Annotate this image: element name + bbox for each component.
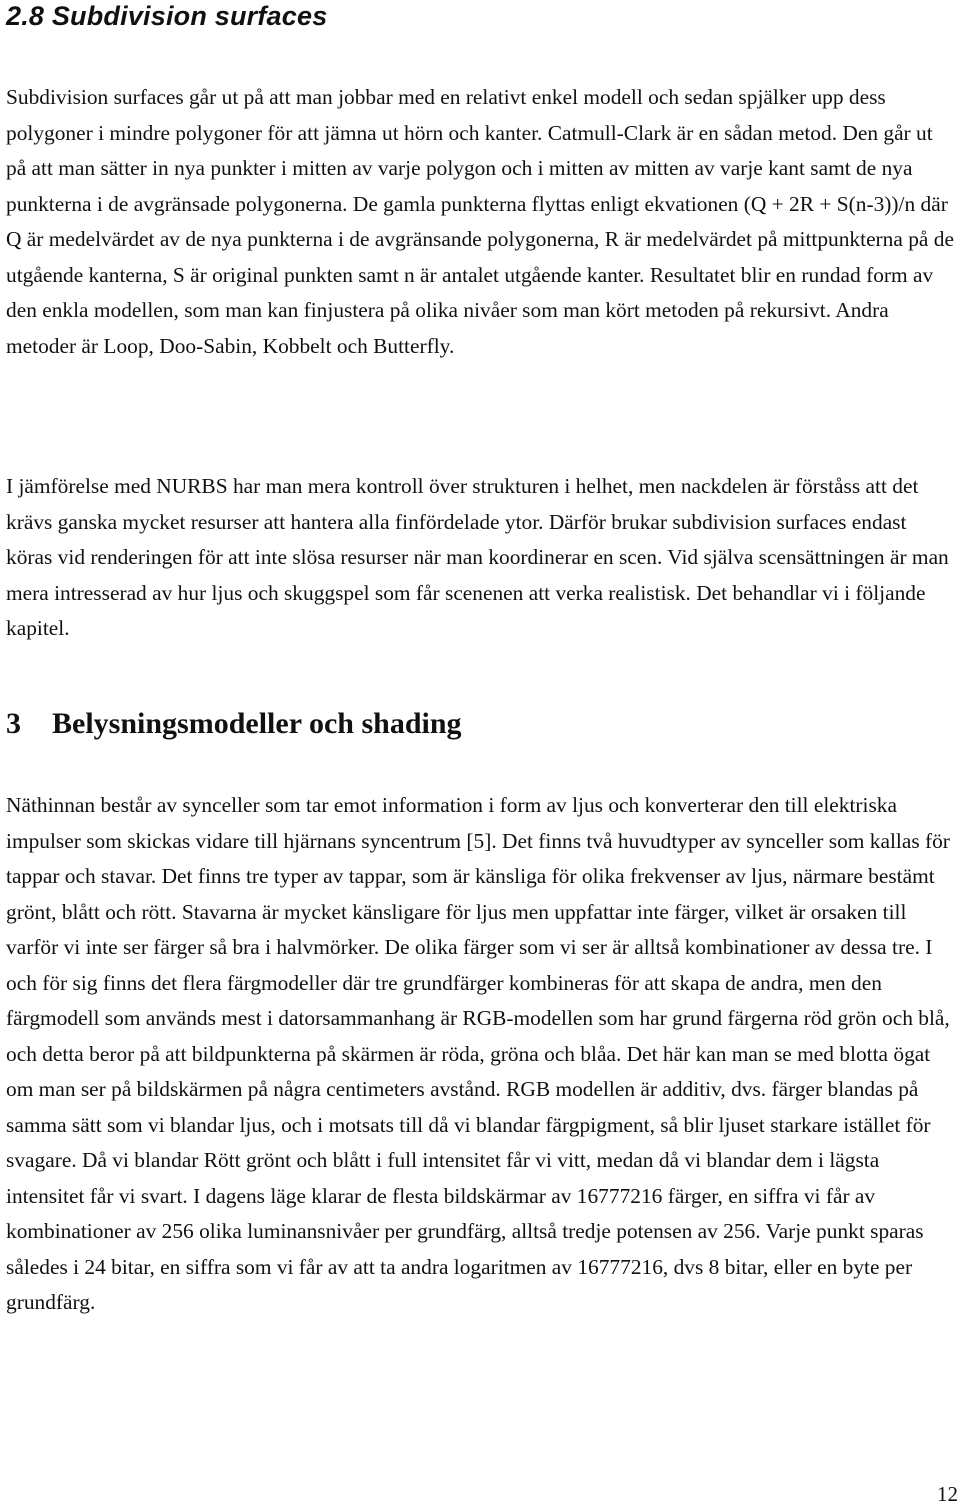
chapter-number: 3 — [6, 707, 21, 740]
section-heading: 2.8 Subdivision surfaces — [6, 1, 328, 31]
page-number: 12 — [937, 1482, 958, 1506]
paragraph-lighting-intro: Näthinnan består av synceller som tar emot information i form av ljus och konverterar den till elektriska impulser som skickas vidare till hjärnans syncentrum [5]. Det finns två huvudtyper av synceller som kallas för tappar och stavar. Det finns tre typer av tappar, som är känsliga för olika frekvenser av ljus, närmare bestämt grönt, blått och rött. Stavarna är mycket känsligare för ljus men uppfattar inte färger, vilket är orsaken till varför vi inte ser färger så bra i halvmörker. De olika färger som vi ser är alltså kombinationer av dessa tre. I och för sig finns det flera färgmodeller där tre grundfärger kombineras för att skapa de andra, men den färgmodell som används mest i datorsammanhang är RGB-modellen som har grund färgerna röd grön och blå, och detta beror på att bildpunkterna på skärmen är röda, gröna och blåa. Det här kan man se med blotta ögat om man ser på bildskärmen på några centimeters avstånd. RGB modellen är additiv, dvs. färger blandas på samma sätt som vi blandar ljus, och i motsats till då vi blandar färgpigment, så blir ljuset starkare istället för svagare. Då vi blandar Rött grönt och blått i full intensitet får vi vitt, medan då vi blandar dem i lägsta intensitet får vi svart. I dagens läge klarar de flesta bildskärmar av 16777216 färger, en siffra vi får av kombinationer av 256 olika luminansnivåer per grundfärg, alltså tredje potensen av 256. Varje punkt sparas således i 24 bitar, en siffra som vi får av att ta andra logaritmen av 16777216, dvs 8 bitar, eller en byte per grundfärg. — [6, 793, 950, 1314]
paragraph-subdivision-intro: Subdivision surfaces går ut på att man jobbar med en relativt enkel modell och sedan spjälker upp dess polygoner i mindre polygoner för att jämna ut hörn och kanter. Catmull-Clark är en sådan metod. Den går ut på att man sätter in nya punkter i mitten av varje polygon och i mitten av mitten av varje kant samt de nya punkterna i de avgränsade polygonerna. De gamla punkterna flyttas enligt ekvationen (Q + 2R + S(n-3))/n där Q är medelvärdet av de nya punkterna i de avgränsande polygonerna, R är medelvärdet på mittpunkterna på de utgående kanterna, S är original punkten samt n är antalet utgående kanter. Resultatet blir en rundad form av den enkla modellen, som man kan finjustera på olika nivåer som man kört metoden på rekursivt. Andra metoder är Loop, Doo-Sabin, Kobbelt och Butterfly. — [6, 85, 954, 358]
chapter-heading — [6, 704, 462, 744]
chapter-title: Belysningsmodeller och shading — [52, 707, 462, 740]
paragraph-nurbs-comparison: I jämförelse med NURBS har man mera kontroll över strukturen i helhet, men nackdelen är förståss att det krävs ganska mycket resurser att hantera alla finfördelade ytor. Därför brukar subdivision surfaces endast köras vid renderingen för att inte slösa resurser när man koordinerar en scen. Vid själva scensättningen är man mera intresserad av hur ljus och skuggspel som får scenenen att verka realistisk. Det behandlar vi i följande kapitel. — [6, 474, 949, 640]
